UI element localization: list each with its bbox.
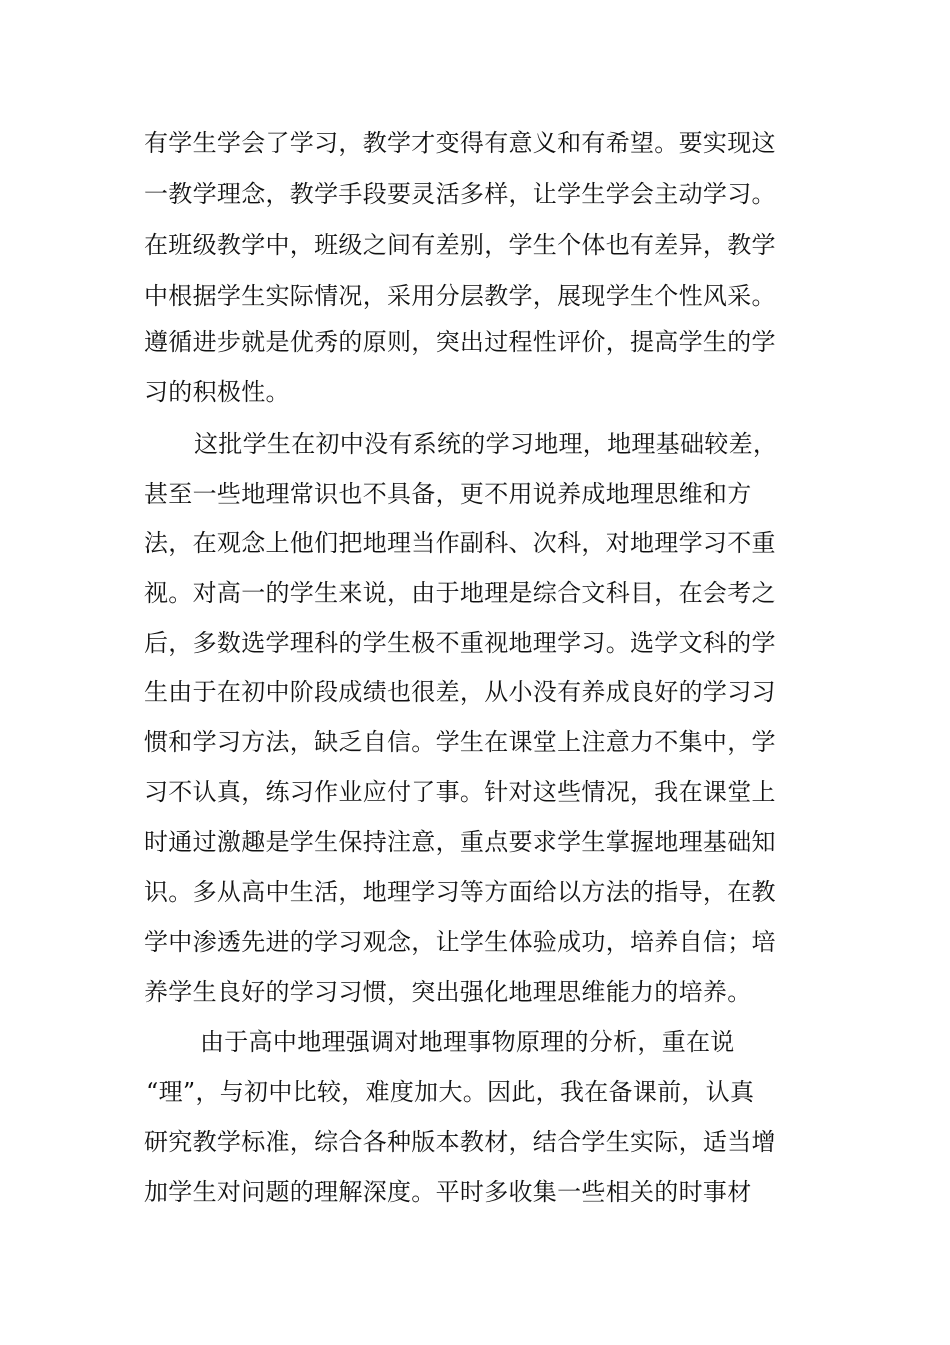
paragraph-3-line-2: “理”，与初中比较，难度加大。因此，我在备课前，认真 [146, 1078, 755, 1106]
paragraph-2-line-6: 生由于在初中阶段成绩也很差，从小没有养成良好的学习习 [144, 678, 776, 706]
paragraph-3-line-4: 加学生对问题的理解深度。平时多收集一些相关的时事材 [144, 1178, 752, 1206]
paragraph-2-line-2: 甚至一些地理常识也不具备，更不用说养成地理思维和方 [144, 480, 752, 508]
paragraph-1-line-2: 一教学理念，教学手段要灵活多样，让学生学会主动学习。 [144, 180, 776, 208]
paragraph-2-line-11: 学中渗透先进的学习观念，让学生体验成功，培养自信；培 [144, 928, 776, 956]
paragraph-1-line-1: 有学生学会了学习，教学才变得有意义和有希望。要实现这 [144, 129, 776, 157]
paragraph-2-line-1: 这批学生在初中没有系统的学习地理，地理基础较差， [194, 430, 778, 458]
paragraph-2-line-12: 养学生良好的学习习惯，突出强化地理思维能力的培养。 [144, 978, 752, 1006]
paragraph-2-line-3: 法，在观念上他们把地理当作副科、次科，对地理学习不重 [144, 529, 776, 557]
paragraph-2-line-9: 时通过激趣是学生保持注意，重点要求学生掌握地理基础知 [144, 828, 776, 856]
paragraph-2-line-7: 惯和学习方法，缺乏自信。学生在课堂上注意力不集中，学 [144, 728, 776, 756]
paragraph-3-line-1: 由于高中地理强调对地理事物原理的分析，重在说 [200, 1028, 735, 1056]
paragraph-1-line-3: 在班级教学中，班级之间有差别，学生个体也有差异，教学 [144, 231, 776, 259]
paragraph-2-line-8: 习不认真，练习作业应付了事。针对这些情况，我在课堂上 [144, 778, 776, 806]
paragraph-2-line-10: 识。多从高中生活，地理学习等方面给以方法的指导，在教 [144, 878, 776, 906]
paragraph-2-line-4: 视。对高一的学生来说，由于地理是综合文科目，在会考之 [144, 579, 776, 607]
paragraph-3-line-3: 研究教学标准，综合各种版本教材，结合学生实际，适当增 [144, 1128, 776, 1156]
paragraph-1-line-6: 习的积极性。 [144, 378, 290, 406]
paragraph-1-line-4: 中根据学生实际情况，采用分层教学，展现学生个性风采。 [144, 282, 776, 310]
paragraph-1-line-5: 遵循进步就是优秀的原则，突出过程性评价，提高学生的学 [144, 328, 776, 356]
paragraph-2-line-5: 后，多数选学理科的学生极不重视地理学习。选学文科的学 [144, 629, 776, 657]
